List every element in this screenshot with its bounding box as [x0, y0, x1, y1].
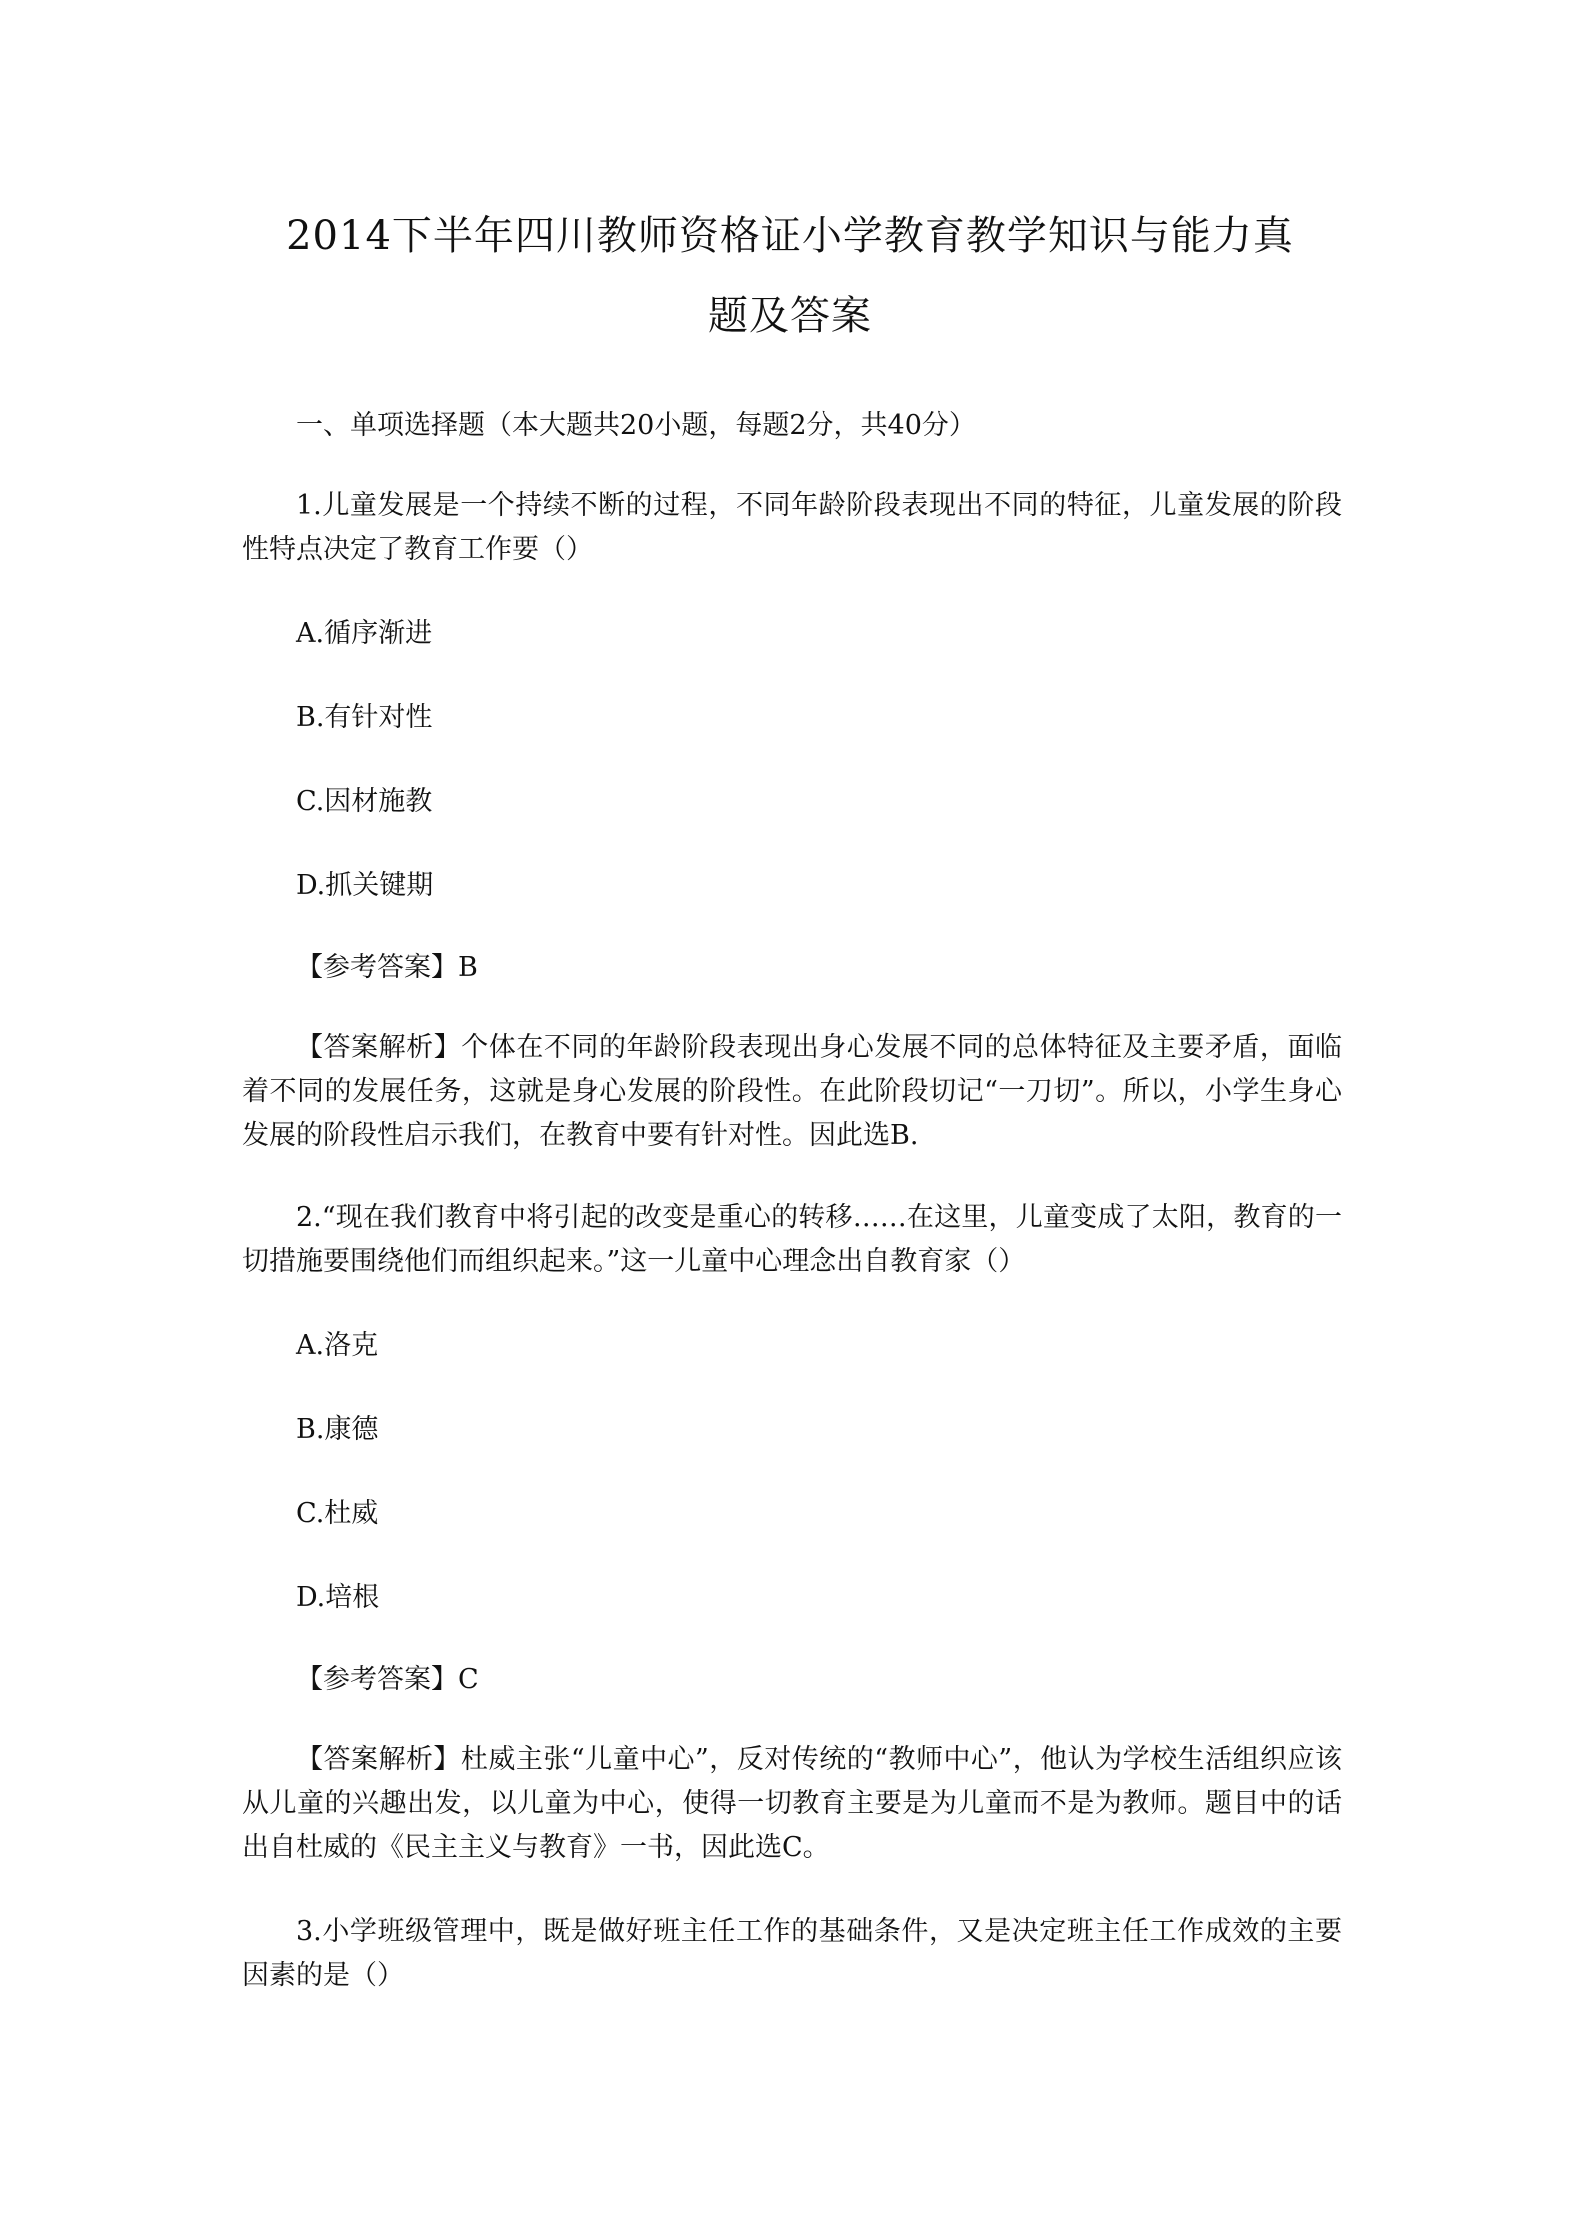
- question-2-option-b: B.康德: [296, 1414, 379, 1445]
- question-2-option-a: A.洛克: [296, 1330, 379, 1361]
- question-1-option-d: D.抓关键期: [296, 870, 434, 901]
- document-title: [236, 196, 1344, 356]
- question-2-answer: 【参考答案】C: [296, 1664, 479, 1695]
- question-1-option-b: B.有针对性: [296, 702, 433, 733]
- question-1-answer: 【参考答案】B: [296, 952, 478, 983]
- title-line-1: 2014下半年四川教师资格证小学教育教学知识与能力真: [286, 213, 1294, 259]
- question-1-option-a: A.循序渐进: [296, 618, 433, 649]
- question-3-stem: 3.小学班级管理中，既是做好班主任工作的基础条件，又是决定班主任工作成效的主要因素的是（）: [242, 1916, 1342, 1991]
- question-2-analysis: 【答案解析】杜威主张“儿童中心”，反对传统的“教师中心”，他认为学校生活组织应该从儿童的兴趣出发，以儿童为中心，使得一切教育主要是为儿童而不是为教师。题目中的话出自杜威的《民主主义与教育》一书，因此选C。: [242, 1744, 1342, 1863]
- question-1-option-c: C.因材施教: [296, 786, 433, 817]
- question-2-option-d: D.培根: [296, 1582, 380, 1613]
- section-heading: 一、单项选择题（本大题共20小题，每题2分，共40分）: [296, 410, 976, 441]
- question-1-stem: 1.儿童发展是一个持续不断的过程，不同年龄阶段表现出不同的特征，儿童发展的阶段性特点决定了教育工作要（）: [242, 490, 1342, 565]
- question-1-analysis: 【答案解析】个体在不同的年龄阶段表现出身心发展不同的总体特征及主要矛盾，面临着不同的发展任务，这就是身心发展的阶段性。在此阶段切记“一刀切”。所以，小学生身心发展的阶段性启示我们，在教育中要有针对性。因此选B.: [242, 1032, 1342, 1151]
- question-2-option-c: C.杜威: [296, 1498, 379, 1529]
- question-2-stem: 2.“现在我们教育中将引起的改变是重心的转移……在这里，儿童变成了太阳，教育的一切措施要围绕他们而组织起来。”这一儿童中心理念出自教育家（）: [242, 1202, 1342, 1277]
- title-line-2: 题及答案: [708, 293, 872, 339]
